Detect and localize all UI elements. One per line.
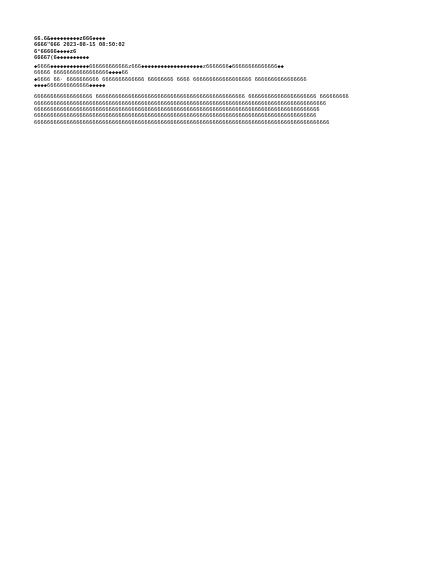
header-line: 66667(6◆◆◆◆◆◆◆◆◆◆ xyxy=(34,54,90,61)
document-text-line: 6666666666666666666666666666666666666666666666666666666666666666666666666666666666666666 xyxy=(34,106,320,113)
document-text-line: 6666666666666666666666666666666666666666666666666666666666666666666666666666666666666666666 xyxy=(34,119,330,126)
document-text-line: 666666666666666666 6666666666666666666666666666666666666666666666 666666666666666666666 666666666 xyxy=(34,94,349,101)
document-text-line: 666666666666666666666666666666666666666666666666666666666666666666666666666666666666666666 xyxy=(34,100,327,107)
document-text-line: ◆◆◆◆6666666666666◆◆◆◆◆ xyxy=(34,83,106,90)
document-text-line: 666666666666666666666666666666666666666666666666666666666666666666666666666666666666666 xyxy=(34,113,317,120)
document-text-line: ◆6666◆◆◆◆◆◆◆◆◆◆◆◆666666666666z666◆◆◆◆◆◆◆◆◆◆◆◆◆◆◆◆◆◆◆z6666666◆66666666666666◆◆ xyxy=(34,64,284,71)
document-text-line: 66666 66666666666666666◆◆◆◆66 xyxy=(34,70,129,77)
header-line: 6°66666◆◆◆◆z6 xyxy=(34,48,77,55)
header-line: 66.6&◆◆◆◆◆◆◆◆◆z666◆◆◆◆ xyxy=(34,36,106,42)
document-text-line: ◆6666 66· 6666666666 6666666666666 66666666 6666 666666666666666666 6666666666666666 xyxy=(34,76,307,83)
document-header xyxy=(34,36,422,61)
document-body xyxy=(34,64,422,126)
header-timestamp-line: 6666"666 2023-08-15 08:50:02 xyxy=(34,42,125,49)
